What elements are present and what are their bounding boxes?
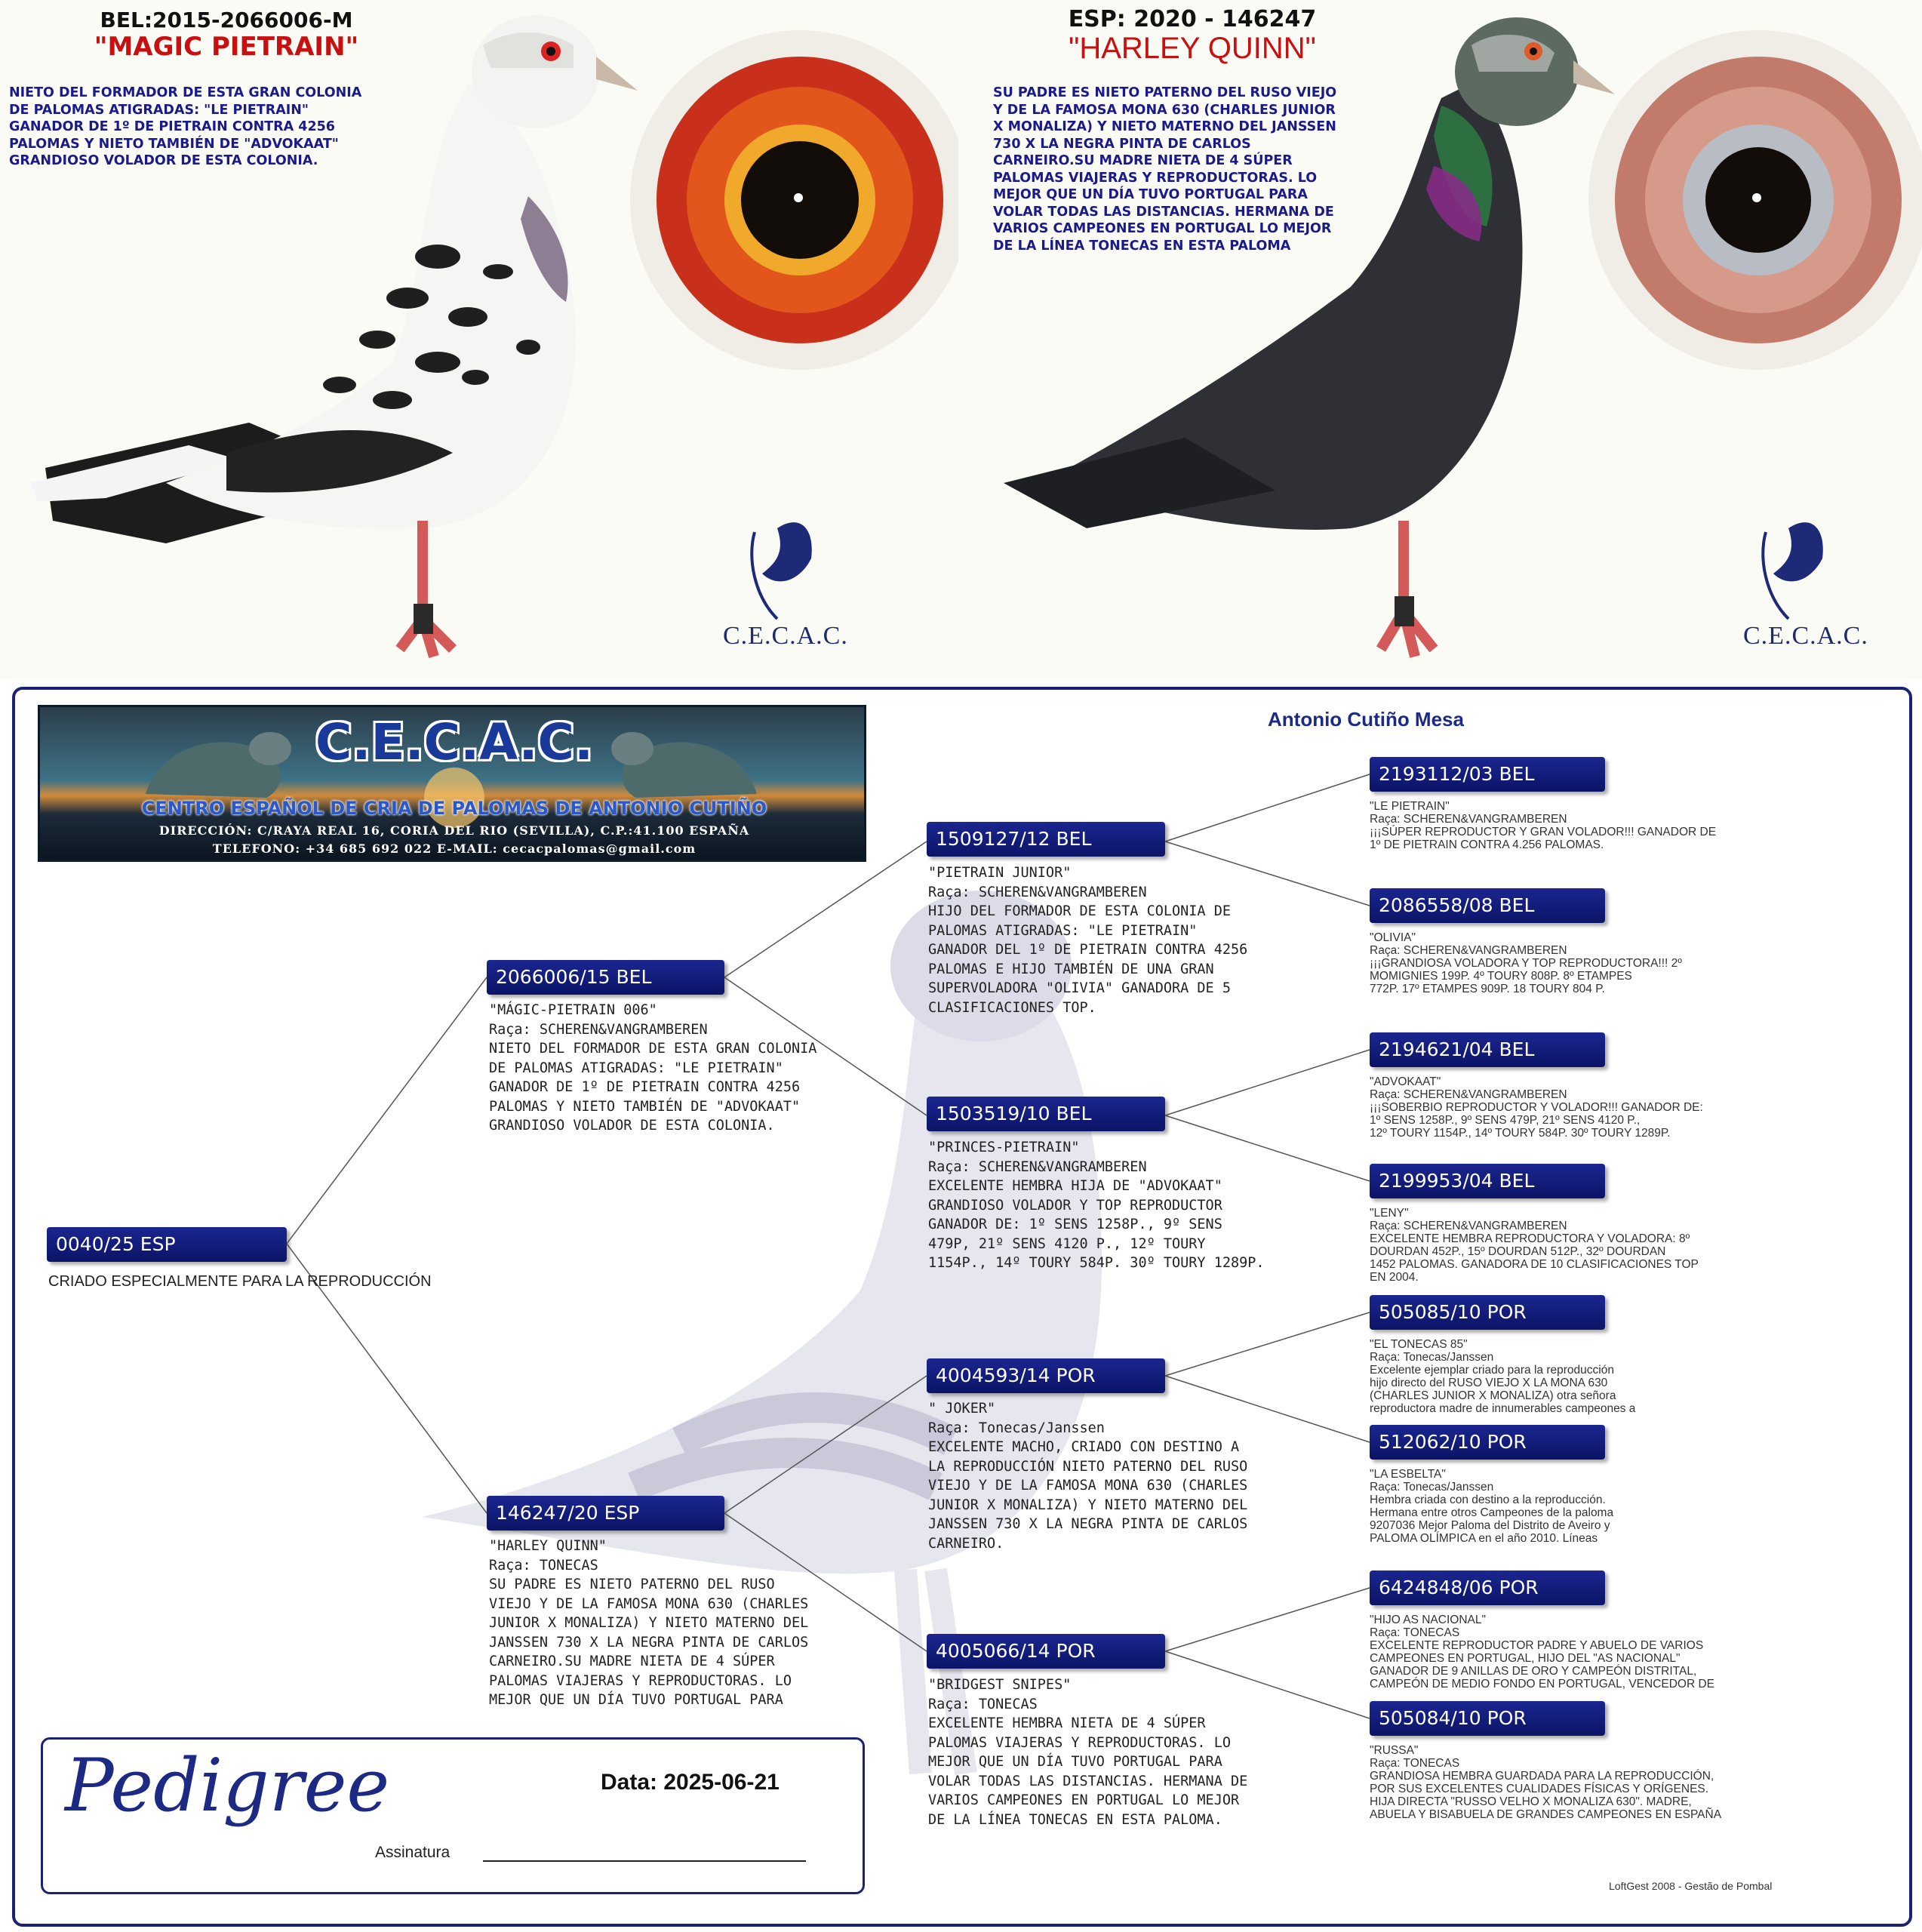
banner-contact: TELEFONO: +34 685 692 022 E-MAIL: cecacpalomas@gmail.com [212, 841, 697, 856]
sire-sire-ring-box: 1509127/12 BEL [927, 822, 1165, 857]
right-cecac-logo-text: C.E.C.A.C. [1743, 622, 1868, 650]
subject-ring-box: 0040/25 ESP [47, 1227, 287, 1262]
sds-description: "ADVOKAAT" Raça: SCHEREN&VANGRAMBEREN ¡¡¡SOBERBIO REPRODUCTOR Y VOLADOR!!! GANADOR DE: 1º SENS 1258P., 9º SENS 479P, 21º SENS 4120 P., 12º TOURY 1154P., 14º TOURY 584P. 30º TOURY 1289P. [1370, 1075, 1703, 1140]
left-cecac-logo-text: C.E.C.A.C. [723, 622, 848, 650]
pedigree-date: Data: 2025-06-21 [601, 1770, 780, 1795]
sdd-description: "LENY" Raça: SCHEREN&VANGRAMBEREN EXCELENTE HEMBRA REPRODUCTORA Y VOLADORA: 8º DOURDAN 452P., 15º DOURDAN 512P., 32º DOURDAN 1452 PALOMAS. GANADORA DE 10 CLASIFICACIONES TOP EN 2004. [1370, 1207, 1699, 1284]
sire-dam-description: "PRINCES-PIETRAIN" Raça: SCHEREN&VANGRAMBEREN EXCELENTE HEMBRA HIJA DE "ADVOKAAT" GRANDIOSO VOLADOR Y TOP REPRODUCTOR GANADOR DE: 1º SENS 1258P., 9º SENS 479P, 21º SENS 4120 P., 12º TOURY 1154P., 14º TOURY 584P. 30º TOURY 1289P. [928, 1140, 1265, 1271]
sire-sire-description: "PIETRAIN JUNIOR" Raça: SCHEREN&VANGRAMBEREN HIJO DEL FORMADOR DE ESTA COLONIA DE PALOMAS ATIGRADAS: "LE PIETRAIN" GANADOR DEL 1º DE PIETRAIN CONTRA 4256 PALOMAS E HIJO TAMBIÉN DE UNA GRAN SUPERVOLADORA "OLIVIA" GANADORA DE 5 CLASIFICACIONES TOP. [928, 865, 1248, 1016]
banner-address: DIRECCIÓN: C/RAYA REAL 16, CORIA DEL RIO (SEVILLA), C.P.:41.100 ESPAÑA [158, 823, 750, 838]
ddd-ring-box: 505084/10 POR [1370, 1701, 1605, 1736]
right-bird-description: SU PADRE ES NIETO PATERNO DEL RUSO VIEJO Y DE LA FAMOSA MONA 630 (CHARLES JUNIOR X MONALIZA) Y NIETO MATERNO DEL JANSSEN 730 X LA NEGRA PINTA DE CARLOS CARNEIRO.SU MADRE NIETA DE 4 SÚPER PALOMAS VIAJERAS Y REPRODUCTORAS. LO MEJOR QUE UN DÍA TUVO PORTUGAL PARA VOLAR TODAS LAS DISTANCIAS. HERMANA DE VARIOS CAMPEONES EN PORTUGAL LO MEJOR DE LA LÍNEA TONECAS EN ESTA PALOMA [993, 85, 1337, 254]
sdd-ring-box: 2199953/04 BEL [1370, 1164, 1605, 1198]
sss-description: "LE PIETRAIN" Raça: SCHEREN&VANGRAMBEREN ¡¡¡SÚPER REPRODUCTOR Y GRAN VOLADOR!!! GANADOR DE 1º DE PIETRAIN CONTRA 4.256 PALOMAS. [1370, 800, 1717, 851]
software-credit: LoftGest 2008 - Gestão de Pombal [1609, 1880, 1773, 1892]
left-ring-number: BEL:2015-2066006-M [100, 8, 353, 32]
owner-name: Antonio Cutiño Mesa [1268, 708, 1464, 731]
sire-dam-ring-box: 1503519/10 BEL [927, 1097, 1165, 1131]
sire-ring-box: 2066006/15 BEL [487, 960, 724, 995]
dam-description: "HARLEY QUINN" Raça: TONECAS SU PADRE ES NIETO PATERNO DEL RUSO VIEJO Y DE LA FAMOSA MONA 630 (CHARLES JUNIOR X MONALIZA) Y NIETO MATERNO DEL JANSSEN 730 X LA NEGRA PINTA DE CARLOS CARNEIRO.SU MADRE NIETA DE 4 SÚPER PALOMAS VIAJERAS Y REPRODUCTORAS. LO MEJOR QUE UN DÍA TUVO PORTUGAL PARA [489, 1538, 809, 1708]
dam-dam-ring-box: 4005066/14 POR [927, 1634, 1165, 1669]
dds-ring-box: 6424848/06 POR [1370, 1571, 1605, 1605]
dss-description: "EL TONECAS 85" Raça: Tonecas/Janssen Excelente ejemplar criado para la reproducción hijo directo del RUSO VIEJO X LA MONA 630 (CHARLES JUNIOR X MONALIZA) otra señora reproductora madre de innumerables campeones a [1370, 1338, 1636, 1415]
subject-description: CRIADO ESPECIALMENTE PARA LA REPRODUCCIÓN [48, 1273, 432, 1290]
dss-ring-box: 505085/10 POR [1370, 1295, 1605, 1330]
dds-description: "HIJO AS NACIONAL" Raça: TONECAS EXCELENTE REPRODUCTOR PADRE Y ABUELO DE VARIOS CAMPEONES EN PORTUGAL, HIJO DEL "AS NACIONAL" GANADOR DE 9 ANILLAS DE ORO Y CAMPEÓN DISTRITAL, CAMPEÓN DE MEDIO FONDO EN PORTUGAL, VENCEDOR DE [1370, 1614, 1715, 1690]
banner-subtitle: CENTRO ESPAÑOL DE CRIA DE PALOMAS DE ANTONIO CUTIÑO [141, 798, 767, 819]
dsd-ring-box: 512062/10 POR [1370, 1425, 1605, 1460]
left-bird-description: NIETO DEL FORMADOR DE ESTA GRAN COLONIA DE PALOMAS ATIGRADAS: "LE PIETRAIN" GANADOR DE 1º DE PIETRAIN CONTRA 4256 PALOMAS Y NIETO TAMBIÉN DE "ADVOKAAT" GRANDIOSO VOLADOR DE ESTA COLONIA. [9, 85, 362, 168]
pedigree-script-title: Pedigree [65, 1743, 390, 1828]
dam-sire-ring-box: 4004593/14 POR [927, 1358, 1165, 1393]
right-ring-number: ESP: 2020 - 146247 [1068, 6, 1317, 32]
ssd-ring-box: 2086558/08 BEL [1370, 888, 1605, 923]
ssd-description: "OLIVIA" Raça: SCHEREN&VANGRAMBEREN ¡¡¡GRANDIOSA VOLADORA Y TOP REPRODUCTORA!!! 2º MOMIGNIES 199P. 4º TOURY 808P. 8º ETAMPES 772P. 17º ETAMPES 909P. 18 TOURY 804 P. [1370, 931, 1682, 995]
dam-ring-box: 146247/20 ESP [487, 1496, 724, 1531]
signature-label: Assinatura [375, 1844, 451, 1861]
signature-line [483, 1860, 806, 1862]
sire-description: "MÁGIC-PIETRAIN 006" Raça: SCHEREN&VANGRAMBEREN NIETO DEL FORMADOR DE ESTA GRAN COLONIA DE PALOMAS ATIGRADAS: "LE PIETRAIN" GANADOR DE 1º DE PIETRAIN CONTRA 4256 PALOMAS Y NIETO TAMBIÉN DE "ADVOKAAT" GRANDIOSO VOLADOR DE ESTA COLONIA. [489, 1002, 817, 1134]
left-bird-name: "MAGIC PIETRAIN" [94, 32, 359, 62]
dam-dam-description: "BRIDGEST SNIPES" Raça: TONECAS EXCELENTE HEMBRA NIETA DE 4 SÚPER PALOMAS VIAJERAS Y REPRODUCTORAS. LO MEJOR QUE UN DÍA TUVO PORTUGAL PARA VOLAR TODAS LAS DISTANCIAS. HERMANA DE VARIOS CAMPEONES EN PORTUGAL LO MEJOR DE LA LÍNEA TONECAS EN ESTA PALOMA. [928, 1677, 1248, 1828]
banner-title: C.E.C.A.C. [315, 713, 594, 771]
sss-ring-box: 2193112/03 BEL [1370, 757, 1605, 792]
ddd-description: "RUSSA" Raça: TONECAS GRANDIOSA HEMBRA GUARDADA PARA LA REPRODUCCIÓN, POR SUS EXCELENTES CUALIDADES FÍSICAS Y ORÍGENES. HIJA DIRECTA "RUSSO VELHO X MONALIZA 630". MADRE, ABUELA Y BISABUELA DE GRANDES CAMPEONES EN ESPAÑA [1370, 1744, 1722, 1821]
dam-sire-description: " JOKER" Raça: Tonecas/Janssen EXCELENTE MACHO, CRIADO CON DESTINO A LA REPRODUCCIÓN NIETO PATERNO DEL RUSO VIEJO Y DE LA FAMOSA MONA 630 (CHARLES JUNIOR X MONALIZA) Y NIETO MATERNO DEL JANSSEN 730 X LA NEGRA PINTA DE CARLOS CARNEIRO. [928, 1401, 1248, 1552]
sds-ring-box: 2194621/04 BEL [1370, 1032, 1605, 1067]
dsd-description: "LA ESBELTA" Raça: Tonecas/Janssen Hembra criada con destino a la reproducción. Hermana entre otros Campeones de la paloma 9207036 Mejor Paloma del Distrito de Aveiro y PALOMA OLÍMPICA en el año 2010. Líneas [1370, 1468, 1614, 1545]
right-bird-name: "HARLEY QUINN" [1069, 32, 1316, 65]
